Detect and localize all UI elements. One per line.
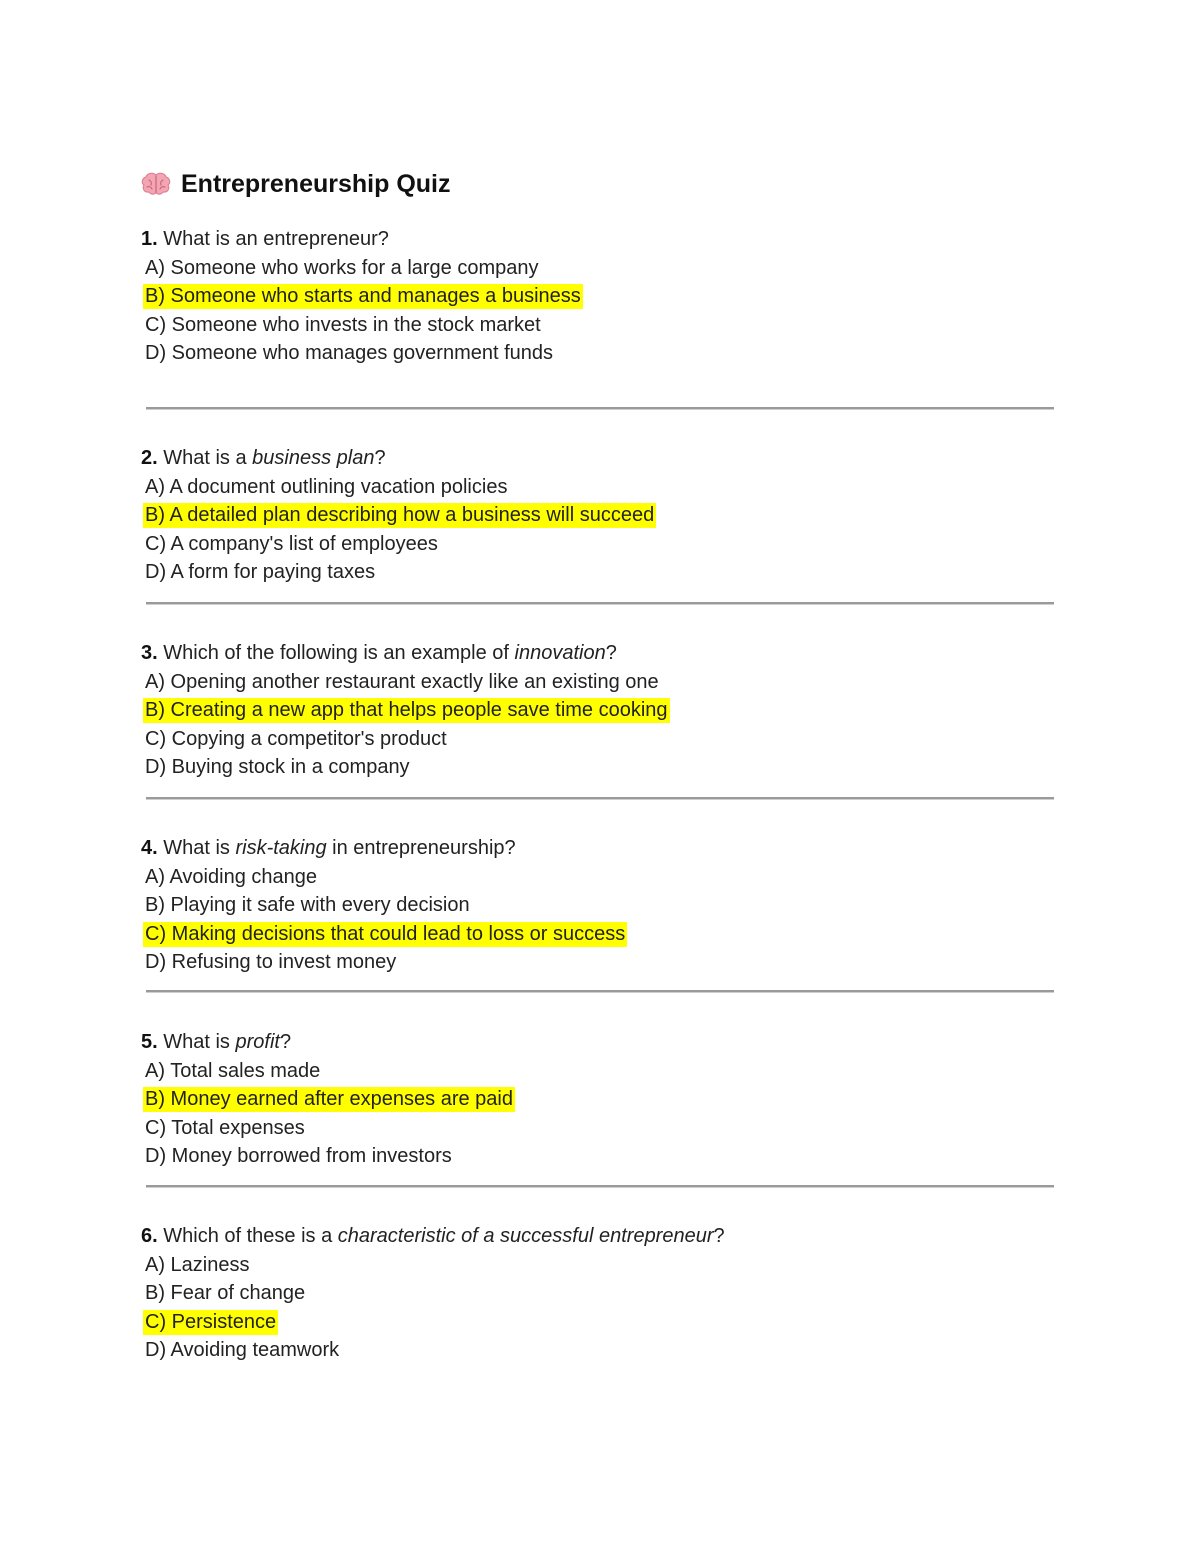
answer-option-text: C) Total expenses [145, 1116, 305, 1139]
answer-option-correct [145, 696, 670, 725]
question-emphasis: risk-taking [235, 837, 327, 859]
question-text-part: ? [374, 447, 386, 469]
answer-option [145, 530, 656, 559]
answer-option-text: B) A detailed plan describing how a business will succeed [145, 504, 655, 526]
answer-option [145, 1336, 725, 1365]
answer-option-text: C) A company's list of employees [145, 532, 438, 555]
answer-option [145, 254, 583, 283]
question-text-part: What is [157, 837, 236, 859]
question-4 [141, 834, 627, 977]
question-text-part: Which of these is a [157, 1225, 338, 1247]
answer-option [145, 948, 627, 977]
answer-option-text: A) Total sales made [145, 1059, 321, 1082]
answer-option-text: D) Refusing to invest money [145, 951, 397, 973]
question-text [141, 444, 656, 473]
question-text-part: ? [713, 1225, 725, 1247]
question-text [141, 639, 670, 668]
answer-option-text: A) Avoiding change [145, 865, 317, 888]
page-title [141, 166, 450, 202]
question-5 [141, 1028, 515, 1171]
answer-option [145, 339, 583, 368]
answer-option-text: D) Money borrowed from investors [145, 1145, 452, 1167]
answer-option-text: D) Someone who manages government funds [145, 342, 554, 364]
page-title-text: Entrepreneurship Quiz [181, 169, 451, 198]
question-text-part: What is a [157, 447, 253, 469]
question-number: 4. [141, 837, 158, 859]
answer-option-text: A) Opening another restaurant exactly like an existing one [145, 670, 659, 693]
section-divider [146, 1185, 1054, 1188]
answer-option-text: C) Making decisions that could lead to loss or success [145, 922, 626, 945]
answer-option-text: D) Buying stock in a company [145, 756, 410, 778]
question-number: 5. [141, 1031, 158, 1053]
question-text-part: ? [279, 1031, 292, 1053]
answer-option [145, 1114, 515, 1143]
answer-option-text: B) Someone who starts and manages a business [145, 285, 581, 307]
question-text [141, 1028, 515, 1057]
answer-option [145, 473, 656, 502]
answer-option [145, 753, 670, 782]
question-1 [141, 225, 583, 368]
answer-option-text: C) Copying a competitor's product [145, 727, 447, 750]
question-number: 2. [141, 447, 158, 469]
question-text-part: ? [605, 642, 617, 664]
answer-option [145, 558, 656, 587]
answer-option-correct [145, 501, 656, 530]
answer-option [145, 891, 627, 920]
question-emphasis: profit [235, 1031, 280, 1053]
question-text [141, 1222, 725, 1251]
answer-option-correct [145, 920, 627, 949]
question-emphasis: innovation [514, 642, 606, 664]
question-text [141, 834, 627, 863]
question-emphasis: business plan [252, 447, 375, 469]
answer-option-correct [145, 1308, 725, 1337]
answer-option-text: B) Creating a new app that helps people save time cooking [145, 699, 668, 721]
answer-option [145, 863, 627, 892]
answer-option [145, 1279, 725, 1308]
answer-option-text: B) Playing it safe with every decision [145, 894, 470, 916]
answer-option [145, 668, 670, 697]
answer-option-text: B) Money earned after expenses are paid [145, 1088, 513, 1110]
answer-option-text: A) A document outlining vacation policies [145, 475, 508, 498]
question-2 [141, 444, 656, 587]
question-number: 1. [141, 228, 158, 250]
answer-option-text: C) Persistence [145, 1310, 277, 1333]
answer-option [145, 311, 583, 340]
answer-option [145, 725, 670, 754]
section-divider [146, 407, 1054, 410]
answer-option-text: D) Avoiding teamwork [145, 1339, 340, 1361]
question-6 [141, 1222, 725, 1365]
answer-option-text: A) Someone who works for a large company [145, 256, 539, 279]
question-text [141, 225, 583, 254]
question-text-part: in entrepreneurship? [326, 837, 516, 859]
answer-option-text: A) Laziness [145, 1253, 250, 1276]
answer-option-text: C) Someone who invests in the stock market [145, 313, 541, 336]
answer-option [145, 1251, 725, 1280]
brain-icon [141, 172, 171, 196]
section-divider [146, 602, 1054, 605]
question-text-part: What is [157, 1031, 236, 1053]
question-number: 3. [141, 642, 158, 664]
answer-option [145, 1057, 515, 1086]
answer-option-correct [145, 282, 583, 311]
question-3 [141, 639, 670, 782]
question-text-part: Which of the following is an example of [157, 642, 515, 664]
question-emphasis: characteristic of a successful entrepreneur [337, 1225, 714, 1247]
question-number: 6. [141, 1225, 158, 1247]
answer-option-text: D) A form for paying taxes [145, 561, 376, 583]
answer-option [145, 1142, 515, 1171]
section-divider [146, 797, 1054, 800]
answer-option-text: B) Fear of change [145, 1282, 306, 1304]
answer-option-correct [145, 1085, 515, 1114]
section-divider [146, 990, 1054, 993]
question-text-part: What is an entrepreneur? [157, 228, 389, 250]
